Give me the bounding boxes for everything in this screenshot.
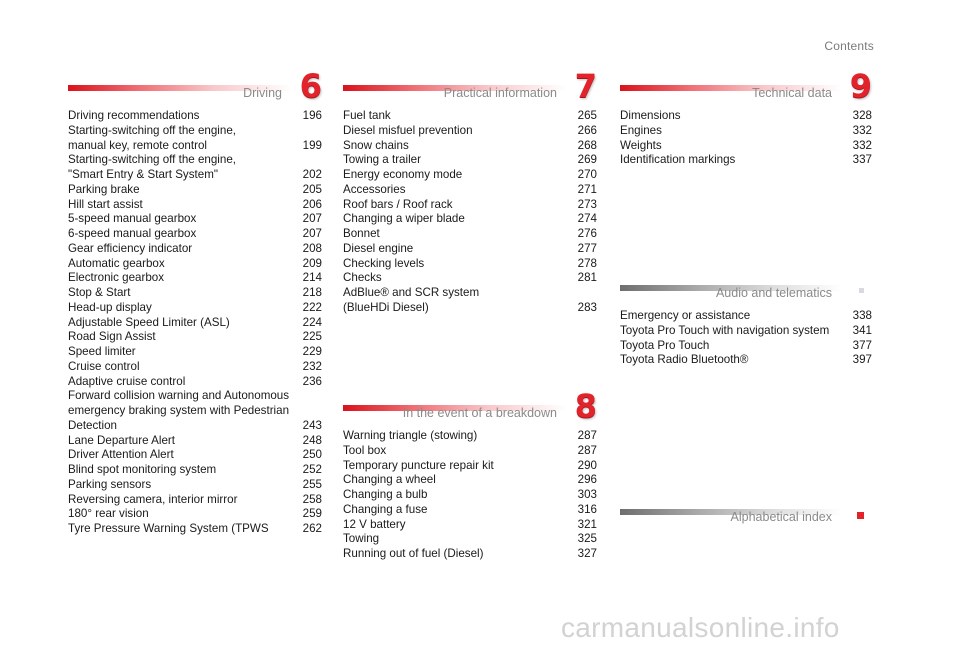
toc-entry-page: 327	[577, 547, 597, 560]
toc-entry[interactable]	[343, 227, 597, 242]
toc-entry[interactable]	[343, 198, 597, 213]
toc-entry[interactable]	[68, 286, 322, 301]
toc-entry-label: Driver Attention Alert	[68, 448, 174, 462]
toc-entry-page: 199	[302, 138, 322, 152]
toc-entry[interactable]	[343, 109, 597, 124]
section-marker-icon	[857, 512, 864, 519]
toc-entry-page: 338	[852, 309, 872, 322]
toc-entry-page: 248	[302, 433, 322, 447]
toc-entry-label: Stop & Start	[68, 286, 131, 299]
toc-entry[interactable]	[68, 463, 322, 478]
toc-entry[interactable]	[343, 139, 597, 154]
toc-entry-page: 278	[577, 256, 597, 270]
toc-entry[interactable]	[68, 257, 322, 272]
toc-entry-label: Weights	[620, 138, 662, 152]
toc-entry[interactable]	[343, 153, 597, 168]
toc-entry-label: Toyota Pro Touch	[620, 338, 710, 352]
toc-entry-label: Temporary puncture repair kit	[343, 458, 494, 472]
section-audio	[620, 276, 872, 368]
toc-entry-label: Speed limiter	[68, 345, 136, 358]
toc-entry[interactable]	[620, 339, 872, 354]
toc-entry[interactable]	[343, 473, 597, 488]
toc-entry-page: 265	[577, 109, 597, 122]
toc-entry[interactable]	[343, 444, 597, 459]
toc-entry-label: Cruise control	[68, 359, 140, 373]
toc-entry-page: 270	[577, 168, 597, 181]
toc-entry-page: 202	[302, 168, 322, 181]
toc-entry-page: 222	[302, 300, 322, 314]
section-title: Driving	[243, 86, 282, 100]
toc-entry-label: Snow chains	[343, 138, 409, 152]
toc-entry-label: Identification markings	[620, 153, 736, 167]
section-breakdown	[343, 387, 597, 562]
toc-entry-label: Checking levels	[343, 256, 425, 270]
toc-entry-page: 229	[302, 345, 322, 358]
toc-entry-page: 276	[577, 227, 597, 240]
toc-entry[interactable]	[620, 124, 872, 139]
toc-entry-page: 321	[577, 517, 597, 531]
toc-entry-page: 259	[302, 507, 322, 521]
section-practical-header[interactable]	[343, 67, 597, 106]
toc-entry-page: 232	[302, 359, 322, 373]
section-marker-icon	[859, 288, 864, 293]
section-driving-header[interactable]	[68, 67, 322, 106]
toc-entry[interactable]	[343, 242, 597, 257]
toc-entry[interactable]	[343, 547, 597, 562]
toc-entry-label: Starting-switching off the engine, "Smart Entry & Start System"	[68, 153, 236, 181]
toc-entry-page: 218	[302, 286, 322, 299]
toc-entry[interactable]	[620, 153, 872, 168]
toc-entry-label: Adaptive cruise control	[68, 374, 186, 388]
toc-entry-label: Checks	[343, 271, 382, 285]
toc-entry-page: 208	[302, 241, 322, 255]
toc-entry-label: 12 V battery	[343, 517, 406, 531]
toc-entry-label: Diesel misfuel prevention	[343, 123, 473, 137]
toc-entry-page: 290	[577, 458, 597, 472]
toc-entry[interactable]	[343, 429, 597, 444]
toc-entry-page: 332	[852, 138, 872, 152]
toc-entry[interactable]	[68, 242, 322, 257]
toc-entry[interactable]	[68, 212, 322, 227]
toc-entry-page: 207	[302, 227, 322, 240]
toc-entry-label: Tyre Pressure Warning System (TPWS	[68, 522, 269, 535]
toc-entry-page: 303	[577, 488, 597, 501]
toc-entry-label: 5-speed manual gearbox	[68, 212, 197, 226]
toc-entry-label: Adjustable Speed Limiter (ASL)	[68, 315, 230, 329]
toc-entry-page: 206	[302, 197, 322, 211]
toc-entry-label: Parking brake	[68, 182, 140, 196]
toc-entry[interactable]	[68, 124, 322, 154]
toc-entry[interactable]	[343, 503, 597, 518]
toc-entry-label: Starting-switching off the engine, manual key, remote control	[68, 123, 236, 152]
toc-entry[interactable]	[68, 330, 322, 345]
toc-entry-page: 341	[852, 323, 872, 337]
toc-entry[interactable]	[68, 478, 322, 493]
watermark: carmanualsonline.info	[561, 612, 840, 643]
chapter-number-badge: 9	[849, 67, 872, 105]
toc-entry-page: 283	[577, 300, 597, 314]
toc-entry-page: 243	[302, 418, 322, 432]
toc-entry-label: Dimensions	[620, 109, 681, 122]
toc-entry-label: Running out of fuel (Diesel)	[343, 547, 484, 560]
toc-entry-label: Towing	[343, 532, 380, 546]
toc-entry-label: Automatic gearbox	[68, 256, 165, 270]
section-title: Audio and telematics	[715, 286, 832, 300]
toc-entry-label: Blind spot monitoring system	[68, 463, 217, 476]
toc-entry-label: Roof bars / Roof rack	[343, 197, 453, 211]
toc-entry[interactable]	[68, 389, 322, 433]
toc-entry-label: Changing a wheel	[343, 473, 436, 487]
toc-entry-label: Head-up display	[68, 300, 152, 314]
section-title: Technical data	[752, 86, 832, 100]
toc-entry-label: Gear efficiency indicator	[68, 241, 193, 255]
section-audio-header[interactable]	[620, 276, 872, 306]
toc-entry[interactable]	[68, 345, 322, 360]
toc-entry-page: 225	[302, 330, 322, 344]
toc-entry[interactable]	[68, 316, 322, 331]
chapter-number-badge: 8	[574, 387, 597, 425]
section-title: Alphabetical index	[730, 510, 832, 524]
toc-entry-page: 287	[577, 443, 597, 457]
toc-entry[interactable]	[68, 227, 322, 242]
section-index-header[interactable]	[620, 500, 872, 530]
toc-entry-label: Changing a bulb	[343, 488, 428, 501]
toc-entry[interactable]	[620, 109, 872, 124]
toc-entry-label: Warning triangle (stowing)	[343, 429, 478, 442]
toc-entry-label: Accessories	[343, 182, 406, 196]
toc-entry-label: Parking sensors	[68, 477, 152, 491]
section-technical-header[interactable]	[620, 67, 872, 106]
toc-entry-page: 268	[577, 138, 597, 152]
section-title: Practical information	[443, 86, 557, 100]
toc-entry-label: Electronic gearbox	[68, 271, 165, 285]
toc-list-breakdown	[343, 429, 597, 562]
toc-entry-page: 397	[852, 353, 872, 367]
toc-entry-label: Driving recommendations	[68, 109, 200, 122]
toc-entry-label: Emergency or assistance	[620, 309, 751, 322]
toc-entry[interactable]	[68, 198, 322, 213]
toc-entry-page: 296	[577, 473, 597, 487]
section-technical	[620, 67, 872, 168]
toc-entry[interactable]	[620, 139, 872, 154]
toc-entry-label: Fuel tank	[343, 109, 391, 122]
chapter-number-badge: 7	[574, 67, 597, 105]
toc-entry-label: Energy economy mode	[343, 168, 463, 181]
toc-entry[interactable]	[68, 448, 322, 463]
section-index	[620, 500, 872, 530]
toc-entry-label: 6-speed manual gearbox	[68, 227, 197, 240]
section-practical	[343, 67, 597, 316]
toc-entry[interactable]	[343, 183, 597, 198]
toc-list-audio	[620, 309, 872, 368]
section-breakdown-header[interactable]	[343, 387, 597, 426]
toc-entry-page: 269	[577, 153, 597, 167]
toc-entry-label: Tool box	[343, 443, 387, 457]
toc-entry-page: 209	[302, 256, 322, 270]
chapter-number-badge: 6	[299, 67, 322, 105]
toc-entry[interactable]	[620, 353, 872, 368]
toc-entry-label: Forward collision warning and Autonomous emergency braking system with Pedestrian Detection	[68, 389, 290, 432]
toc-entry-page: 281	[577, 271, 597, 285]
toc-entry[interactable]	[68, 301, 322, 316]
section-title: In the event of a breakdown	[402, 406, 557, 420]
toc-entry-page: 277	[577, 241, 597, 255]
toc-entry-label: Lane Departure Alert	[68, 433, 175, 447]
toc-entry-label: Toyota Radio Bluetooth®	[620, 353, 749, 367]
toc-entry[interactable]	[343, 124, 597, 139]
toc-entry-page: 273	[577, 197, 597, 211]
toc-entry-label: Toyota Pro Touch with navigation system	[620, 323, 830, 337]
toc-entry[interactable]	[343, 212, 597, 227]
toc-list-technical	[620, 109, 872, 168]
toc-entry-page: 316	[577, 502, 597, 516]
toc-entry-label: Road Sign Assist	[68, 330, 156, 344]
toc-entry[interactable]	[68, 271, 322, 286]
toc-entry-label: Changing a fuse	[343, 502, 428, 516]
toc-entry-page: 250	[302, 448, 322, 462]
toc-entry[interactable]	[68, 109, 322, 124]
toc-entry-label: Hill start assist	[68, 197, 143, 211]
toc-entry-page: 377	[852, 338, 872, 352]
toc-entry[interactable]	[68, 507, 322, 522]
toc-entry[interactable]	[343, 518, 597, 533]
toc-entry-page: 205	[302, 182, 322, 196]
toc-entry[interactable]	[68, 360, 322, 375]
toc-entry-label: Reversing camera, interior mirror	[68, 492, 238, 506]
toc-entry-page: 262	[302, 522, 322, 535]
toc-entry[interactable]	[343, 168, 597, 183]
toc-entry[interactable]	[343, 286, 597, 316]
toc-entry-page: 328	[852, 109, 872, 122]
toc-entry-page: 258	[302, 492, 322, 506]
toc-list-practical	[343, 109, 597, 316]
toc-list-driving	[68, 109, 322, 537]
toc-entry-page: 196	[302, 109, 322, 122]
toc-entry-label: AdBlue® and SCR system (BlueHDi Diesel)	[343, 286, 480, 314]
toc-entry[interactable]	[343, 532, 597, 547]
toc-entry-page: 252	[302, 463, 322, 476]
toc-entry[interactable]	[620, 324, 872, 339]
toc-entry-label: Bonnet	[343, 227, 380, 240]
toc-entry[interactable]	[620, 309, 872, 324]
toc-entry[interactable]	[68, 434, 322, 449]
section-driving	[68, 67, 322, 537]
toc-entry-page: 287	[577, 429, 597, 442]
toc-entry-label: Towing a trailer	[343, 153, 421, 167]
toc-entry-page: 337	[852, 153, 872, 167]
toc-entry[interactable]	[343, 271, 597, 286]
toc-entry[interactable]	[68, 153, 322, 183]
toc-entry-page: 207	[302, 212, 322, 226]
toc-entry[interactable]	[68, 375, 322, 390]
toc-entry-page: 214	[302, 271, 322, 285]
toc-entry-page: 332	[852, 123, 872, 137]
toc-entry-page: 274	[577, 212, 597, 226]
toc-entry-label: Diesel engine	[343, 241, 414, 255]
contents-heading: Contents	[824, 39, 874, 53]
toc-entry-page: 271	[577, 182, 597, 196]
toc-entry-page: 266	[577, 123, 597, 137]
toc-entry[interactable]	[343, 488, 597, 503]
toc-entry-page: 255	[302, 477, 322, 491]
toc-entry[interactable]	[68, 183, 322, 198]
toc-entry-label: Changing a wiper blade	[343, 212, 465, 226]
toc-entry[interactable]	[343, 459, 597, 474]
toc-entry-page: 236	[302, 374, 322, 388]
toc-entry[interactable]	[68, 493, 322, 508]
toc-entry[interactable]	[68, 522, 322, 537]
toc-entry-label: 180° rear vision	[68, 507, 149, 521]
toc-entry-label: Engines	[620, 123, 662, 137]
toc-entry-page: 224	[302, 315, 322, 329]
toc-entry[interactable]	[343, 257, 597, 272]
toc-entry-page: 325	[577, 532, 597, 546]
